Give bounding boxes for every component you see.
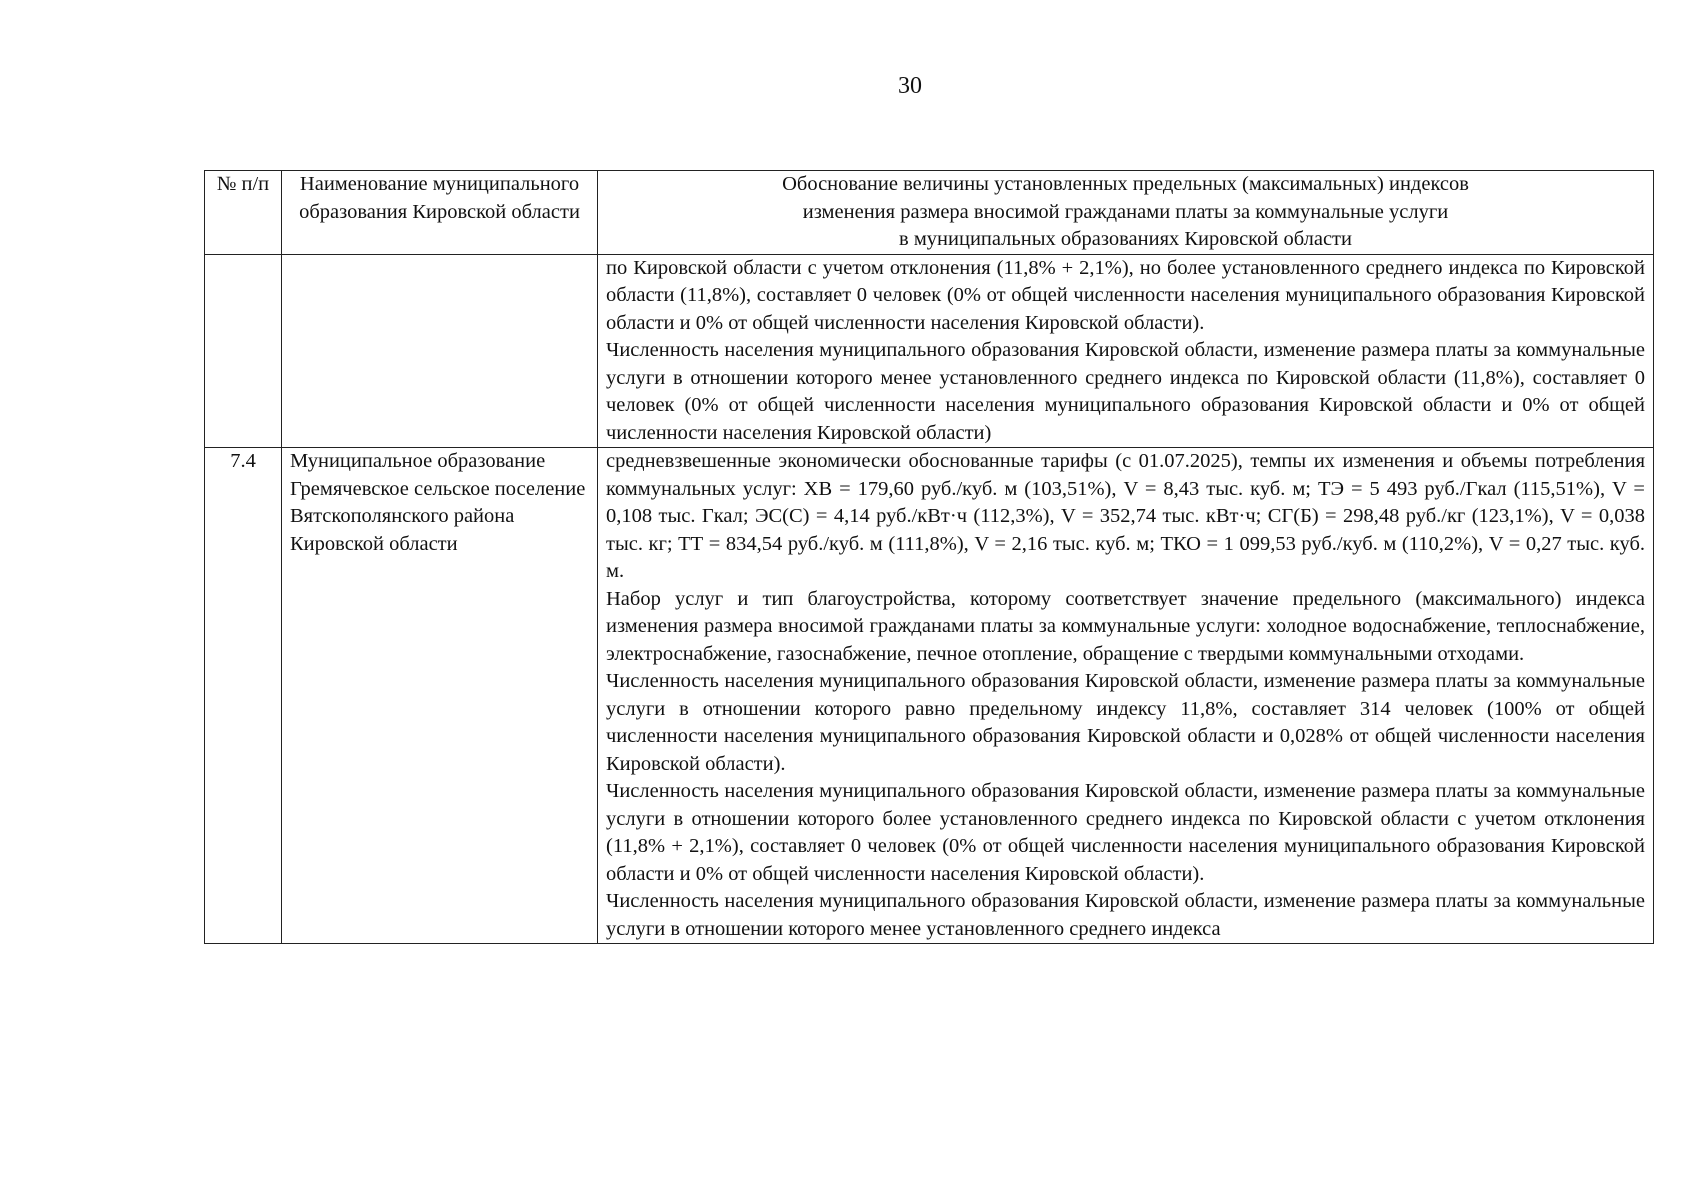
row-name-cell [282,448,598,944]
page-number: 30 [898,73,922,99]
justification-paragraph: Численность населения муниципального образования Кировской области, изменение размера платы за коммунальные услуги в отношении которого более установленного среднего индекса по Кировской области с учетом отклонения (11,8% + 2,1%), составляет 0 человек (0% от общей численности населения муниципального образования Кировской области и 0% от общей численности населения Кировской области). [606,780,1645,885]
row-number-cell [205,448,282,944]
header-name-label: Наименование муниципального образования Кировской области [299,173,580,223]
justification-paragraph: Численность населения муниципального образования Кировской области, изменение размера платы за коммунальные услуги в отношении которого равно предельному индексу 11,8%, составляет 314 человек (100% от общей численности населения муниципального образования Кировской области и 0,028% от общей численности населения Кировской области). [606,670,1645,775]
row-name-cell [282,254,598,448]
row-number: 7.4 [230,450,256,472]
header-name-cell [282,171,598,255]
justification-paragraph: средневзвешенные экономически обоснованные тарифы (с 01.07.2025), темпы их изменения и объемы потребления коммунальных услуг: ХВ = 179,60 руб./куб. м (103,51%), V = 8,43 тыс. куб. м; ТЭ = 5 493 руб./Гкал (115,51%), V = 0,108 тыс. Гкал; ЭС(С) = 4,14 руб./кВт·ч (112,3%), V = 352,74 тыс. кВт·ч; СГ(Б) = 298,48 руб./кг (123,1%), V = 0,038 тыс. кг; ТТ = 834,54 руб./куб. м (111,8%), V = 2,16 тыс. куб. м; ТКО = 1 099,53 руб./куб. м (110,2%), V = 0,27 тыс. куб. м. [606,450,1645,582]
header-justification-line-1: Обоснование величины установленных предельных (максимальных) индексов [782,173,1469,195]
row-justification-cell [598,448,1654,944]
row-number-cell [205,254,282,448]
tariff-justification-table [204,170,1654,944]
row-name: Муниципальное образование Гремячевское сельское поселение Вятскополянского района Кировской области [290,450,586,555]
table-row-continuation [205,254,1654,448]
header-number-cell [205,171,282,255]
justification-paragraph: Численность населения муниципального образования Кировской области, изменение размера платы за коммунальные услуги в отношении которого менее установленного среднего индекса по Кировской области (11,8%), составляет 0 человек (0% от общей численности населения муниципального образования Кировской области и 0% от общей численности населения Кировской области) [606,339,1645,444]
header-number-label: № п/п [216,173,270,195]
table-row-7-4 [205,448,1654,944]
table-header-row [205,171,1654,255]
header-justification-cell [598,171,1654,255]
row-justification-cell [598,254,1654,448]
header-justification-line-2: изменения размера вносимой гражданами платы за коммунальные услуги [802,200,1449,223]
justification-paragraph: по Кировской области с учетом отклонения (11,8% + 2,1%), но более установленного среднего индекса по Кировской области (11,8%), составляет 0 человек (0% от общей численности населения муниципального образования Кировской области и 0% от общей численности населения Кировской области). [606,256,1645,334]
justification-paragraph: Набор услуг и тип благоустройства, которому соответствует значение предельного (максимального) индекса изменения размера вносимой гражданами платы за коммунальные услуги: холодное водоснабжение, теплоснабжение, электроснабжение, газоснабжение, печное отопление, обращение с твердыми коммунальными отходами. [606,587,1645,665]
header-justification-line-3: в муниципальных образованиях Кировской области [899,228,1352,250]
justification-paragraph: Численность населения муниципального образования Кировской области, изменение размера платы за коммунальные услуги в отношении которого менее установленного среднего индекса [606,890,1645,940]
